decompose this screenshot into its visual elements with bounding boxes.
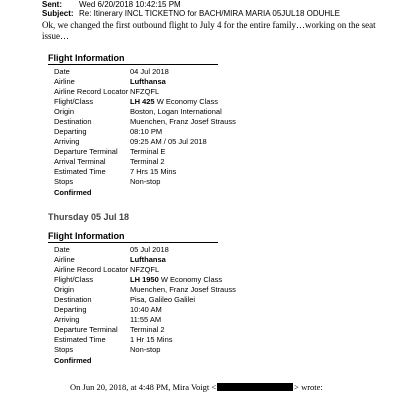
row-label: Flight/Class	[54, 97, 94, 106]
row-label: Arriving	[54, 315, 80, 324]
row-value: NFZQFL	[130, 87, 160, 96]
confirmed-status-2: Confirmed	[54, 356, 92, 365]
row-label: Arriving	[54, 137, 80, 146]
flight-info-title-2: Flight Information	[48, 231, 125, 241]
flight-number: LH 425	[130, 97, 155, 106]
row-value: Lufthansa	[130, 255, 166, 264]
row-value: 09:25 AM / 05 Jul 2018	[130, 137, 207, 146]
row-value: 11:55 AM	[130, 315, 162, 324]
sent-label: Sent:	[42, 0, 62, 9]
row-label: Stops	[54, 177, 74, 186]
quote-prefix: On Jun 20, 2018, at 4:48 PM, Mira Voigt <	[70, 382, 217, 392]
row-label: Estimated Time	[54, 167, 106, 176]
reply-quote-line	[70, 382, 323, 392]
row-value: 10:40 AM	[130, 305, 162, 314]
row-label: Departure Terminal	[54, 325, 118, 334]
flight-info-title-1: Flight Information	[48, 53, 125, 63]
flight-info-divider-1	[48, 64, 218, 65]
row-value: Muenchen, Franz Josef Strauss	[130, 117, 236, 126]
row-value: Muenchen, Franz Josef Strauss	[130, 285, 236, 294]
quote-suffix: > wrote:	[294, 382, 323, 392]
row-label: Airline Record Locator	[54, 265, 129, 274]
row-value: Pisa, Galileo Galilei	[130, 295, 196, 304]
row-label: Departure Terminal	[54, 147, 118, 156]
row-label: Date	[54, 67, 70, 76]
row-value: NFZQFL	[130, 265, 160, 274]
row-value: 04 Jul 2018	[130, 67, 169, 76]
flight-class: W Economy Class	[156, 97, 218, 106]
day-heading: Thursday 05 Jul 18	[48, 212, 130, 222]
flight-number: LH 1950	[130, 275, 159, 284]
sent-value: Wed 6/20/2018 10:42:15 PM	[79, 0, 181, 9]
row-label: Airline Record Locator	[54, 87, 129, 96]
row-label: Stops	[54, 345, 74, 354]
row-value: Terminal 2	[130, 325, 165, 334]
row-label: Arrival Terminal	[54, 157, 106, 166]
row-value	[130, 275, 222, 285]
row-label: Destination	[54, 295, 92, 304]
row-value: Non-stop	[130, 177, 161, 186]
row-value: Boston, Logan International	[130, 107, 222, 116]
row-value: 05 Jul 2018	[130, 245, 169, 254]
row-value: Terminal 2	[130, 157, 165, 166]
row-label: Departing	[54, 305, 87, 314]
flight-class: W Economy Class	[160, 275, 223, 284]
row-label: Date	[54, 245, 70, 254]
row-label: Origin	[54, 285, 75, 294]
row-value: Non-stop	[130, 345, 161, 354]
confirmed-status-1: Confirmed	[54, 188, 92, 197]
row-label: Estimated Time	[54, 335, 106, 344]
row-value: 7 Hrs 15 Mins	[130, 167, 177, 176]
row-value: 08:10 PM	[130, 127, 163, 136]
row-label: Airline	[54, 255, 75, 264]
row-label: Destination	[54, 117, 92, 126]
row-value: Terminal E	[130, 147, 166, 156]
row-value	[130, 97, 218, 107]
row-label: Departing	[54, 127, 87, 136]
row-label: Origin	[54, 107, 75, 116]
row-value: 1 Hr 15 Mins	[130, 335, 173, 344]
redaction-bar	[217, 383, 293, 391]
row-label: Flight/Class	[54, 275, 94, 284]
row-label: Airline	[54, 77, 75, 86]
flight-info-divider-2	[48, 242, 218, 243]
email-intro: Ok, we changed the first outbound flight to July 4 for the entire family…working on the seat issue…	[42, 20, 376, 41]
row-value: Lufthansa	[130, 77, 166, 86]
subject-label: Subject:	[42, 9, 74, 18]
subject-value: Re: Itinerary INCL TICKETNO for BACH/MIRA MARIA 05JUL18 ODUHLE	[79, 9, 340, 18]
subject-line	[42, 9, 340, 19]
